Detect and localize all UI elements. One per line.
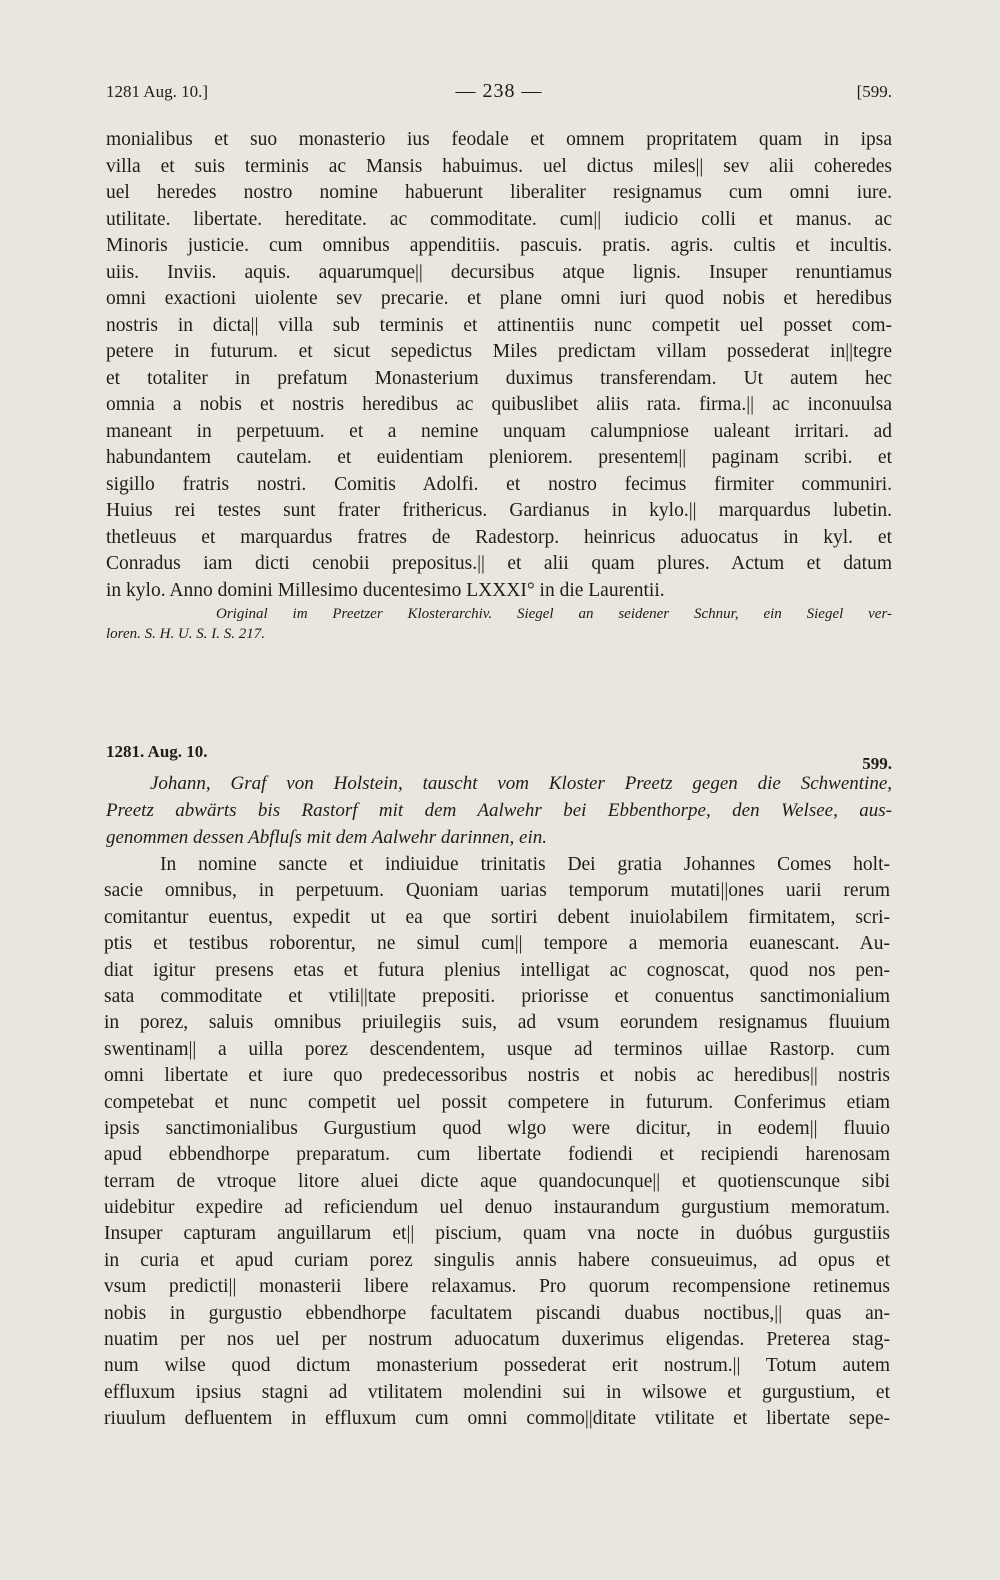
source-note: loren. S. H. U. S. I. S. 217.: [106, 626, 266, 642]
regest-line: Preetz abwärts bis Rastorf mit dem Aalwehr bei Ebbenthorpe, den Welsee, aus-: [106, 800, 892, 821]
text-line: comitantur euentus, expedit ut ea que sortiri debent inuiolabilem firmitatem, scri-: [104, 906, 890, 928]
text-line: Huius rei testes sunt frater frithericus. Gardianus in kylo.|| marquardus lubetin.: [106, 500, 892, 521]
regest-summary: [106, 770, 892, 851]
entry-date: 1281. Aug. 10.: [106, 742, 208, 761]
text-line: omni libertate et iure quo predecessoribus nostris et nobis ac heredibus|| nostris: [104, 1065, 890, 1087]
text-line: diat igitur presens etas et futura plenius intelligat ac cognoscat, quod nos pen-: [104, 959, 890, 981]
entry-heading: [106, 742, 892, 772]
text-line: effluxum ipsius stagni ad vtilitatem molendini sui in wilsowe et gurgustium, et: [104, 1381, 890, 1403]
text-line: ipsis sanctimonialibus Gurgustium quod wlgo were dicitur, in eodem|| fluuio: [104, 1117, 890, 1139]
source-note: Original im Preetzer Klosterarchiv. Siegel an seidener Schnur, ein Siegel ver-: [216, 606, 892, 622]
text-line: in kylo. Anno domini Millesimo ducentesimo LXXXI° in die Laurentii.: [106, 579, 665, 601]
text-line: thetleuus et marquardus fratres de Radestorp. heinricus aduocatus in kyl. et: [106, 526, 892, 548]
text-line: maneant in perpetuum. et a nemine unquam calumpniose ualeant irritari. ad: [106, 420, 892, 442]
entry-number: 599.: [862, 754, 892, 773]
text-line: sigillo fratris nostri. Comitis Adolfi. et nostro fecimus firmiter communiri.: [106, 473, 892, 495]
text-line: uel heredes nostro nomine habuerunt liberaliter resignamus cum omni iure.: [106, 182, 892, 203]
text-line: num wilse quod dictum monasterium possederat erit nostrum.|| Totum autem: [104, 1355, 890, 1377]
text-line: in porez, saluis omnibus priuilegiis suis, ad vsum eorundem resignamus fluuium: [104, 1012, 890, 1034]
page-number: — 238 —: [455, 80, 543, 102]
regest-line: Johann, Graf von Holstein, tauscht vom Kloster Preetz gegen die Schwentine,: [150, 773, 892, 794]
text-line: Insuper capturam anguillarum et|| piscium, quam vna nocte in duóbus gurgustiis: [104, 1223, 890, 1245]
text-line: sata commoditate et vtili||tate prepositi. priorisse et conuentus sanctimonialium: [104, 985, 890, 1007]
text-line: omnia a nobis et nostris heredibus ac quibuslibet aliis rata. firma.|| ac inconuulsa: [106, 394, 892, 415]
text-line: nostris in dicta|| villa sub terminis et attinentiis nunc competit uel posset com-: [106, 314, 892, 336]
regest-line: genommen dessen Abfluſs mit dem Aalwehr darinnen, ein.: [106, 827, 547, 848]
text-line: et totaliter in prefatum Monasterium duximus transferendam. Ut autem hec: [106, 367, 892, 389]
text-line: vsum predicti|| monasterii libere relaxamus. Pro quorum recompensione retinemus: [104, 1276, 890, 1298]
text-line: omni exactioni uiolente sev precarie. et plane omni iuri quod nobis et heredibus: [106, 288, 892, 309]
text-line: petere in futurum. et sicut sepedictus Miles predictam villam possederat in||tegre: [106, 341, 892, 362]
text-line: sacie omnibus, in perpetuum. Quoniam uarias temporum mutati||ones uarii rerum: [104, 880, 890, 902]
text-line: villa et suis terminis ac Mansis habuimus. uel dictus miles|| sev alii coheredes: [106, 155, 892, 177]
text-line: riuulum defluentem in effluxum cum omni commo||ditate vtilitate et libertate sepe-: [104, 1408, 890, 1430]
text-line: apud ebbendhorpe preparatum. cum libertate fodiendi et recipiendi harenosam: [104, 1144, 890, 1166]
text-line: competebat et nunc competit uel possit competere in futurum. Conferimus etiam: [104, 1091, 890, 1113]
text-line: nuatim per nos uel per nostrum aduocatum duxerimus eligendas. Preterea stag-: [104, 1329, 890, 1351]
running-head-date: 1281 Aug. 10.]: [106, 82, 208, 101]
text-line: swentinam|| a uilla porez descendentem, usque ad terminos uillae Rastorp. cum: [104, 1038, 890, 1060]
text-line: monialibus et suo monasterio ius feodale et omnem propritatem quam in ipsa: [106, 129, 892, 150]
running-head: [106, 82, 892, 106]
charter-text: [104, 852, 890, 1433]
text-line: in curia et apud curiam porez singulis annis habere consueuimus, ad opus et: [104, 1249, 890, 1271]
text-line: habundantem cautelam. et euidentiam pleniorem. presentem|| paginam scribi. et: [106, 447, 892, 468]
text-line: In nomine sancte et indiuidue trinitatis Dei gratia Johannes Comes holt-: [160, 854, 890, 875]
text-line: Conradus iam dicti cenobii prepositus.|| et alii quam plures. Actum et datum: [106, 553, 892, 574]
running-head-entry-number: [599.: [856, 82, 892, 101]
previous-charter-text: [106, 127, 892, 644]
text-line: Minoris justicie. cum omnibus appenditiis. pascuis. pratis. agris. cultis et incultis.: [106, 235, 892, 256]
text-line: utilitate. libertate. hereditate. ac commoditate. cum|| iudicio colli et manus. ac: [106, 208, 892, 230]
text-line: nobis in gurgustio ebbendhorpe facultatem piscandi duabus noctibus,|| quas an-: [104, 1302, 890, 1324]
text-line: ptis et testibus roborentur, ne simul cum|| tempore a memoria euanescant. Au-: [104, 933, 890, 955]
text-line: uiis. Inviis. aquis. aquarumque|| decursibus atque lignis. Insuper renuntiamus: [106, 261, 892, 283]
text-line: uidebitur expedire ad reficiendum uel denuo instaurandum gurgustium memoratum.: [104, 1197, 890, 1219]
text-line: terram de vtroque litore aluei dicte aque quandocunque|| et quotienscunque sibi: [104, 1170, 890, 1192]
